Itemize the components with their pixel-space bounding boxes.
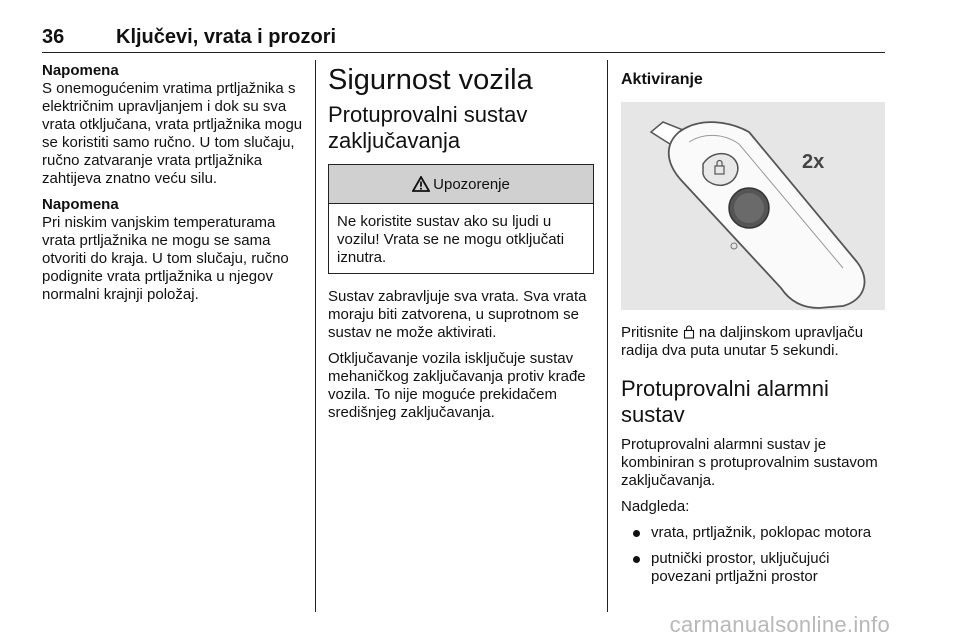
lock-icon [683, 325, 695, 339]
column-left [42, 62, 304, 312]
paragraph: Sustav zabravljuje sva vrata. Sva vrata moraju biti zatvorena, u suprotnom se sustav ne može aktivirati. [328, 288, 587, 341]
subsection-heading: Aktiviranje [621, 71, 703, 88]
column-right [621, 64, 889, 594]
section-heading: Sigurnost vozila [328, 64, 533, 96]
warning-title: Upozorenje [433, 175, 510, 193]
note-title: Napomena [42, 196, 119, 213]
bullet-icon [633, 556, 640, 563]
monitor-list [621, 524, 889, 586]
column-divider [315, 60, 316, 612]
paragraph: Protuprovalni alarmni sustav je kombiniran s protuprovalnim sustavom zaključavanja. [621, 436, 878, 489]
instruction-part: Pritisnite [621, 324, 683, 341]
monitor-label: Nadgleda: [621, 498, 690, 515]
instruction-part: na daljinskom upravljaču radija dva puta unutar 5 sekundi. [621, 324, 864, 359]
watermark: carmanualsonline.info [669, 612, 890, 637]
paragraph: Otključavanje vozila isključuje sustav mehaničkog zaključavanja protiv krađe vozila. To nije moguće prekidačem središnjeg zaključavanja. [328, 350, 586, 421]
warning-icon [412, 176, 430, 192]
page-number: 36 [42, 26, 65, 48]
warning-header [329, 165, 593, 204]
subsection-heading: Protuprovalni sustav zaključavanja [328, 102, 528, 153]
list-item [621, 550, 889, 586]
instruction-text [621, 324, 889, 360]
chapter-title: Ključevi, vrata i prozori [116, 26, 337, 48]
page-header [42, 26, 885, 53]
press-count-label: 2x [802, 151, 825, 173]
bullet-icon [633, 530, 640, 537]
list-item [621, 524, 889, 542]
list-item-text: vrata, prtljažnik, poklopac motora [651, 524, 872, 541]
list-item-text: putnički prostor, uključujući povezani prtljažni prostor [651, 550, 830, 585]
note-title: Napomena [42, 62, 119, 79]
warning-text: Ne koristite sustav ako su ljudi u vozilu! Vrata se ne mogu otključati iznutra. [337, 213, 565, 266]
key-fob-illustration [621, 102, 885, 310]
note-text: S onemogućenim vratima prtljažnika s električnim upravljanjem i dok su sva vrata otključana, vrata prtljažnika mogu se koristiti samo ručno. U tom slučaju, ručno zatvaranje vrata prtljažnika zahtijeva znatno veću silu. [42, 80, 303, 187]
note-text: Pri niskim vanjskim temperaturama vrata prtljažnika ne mogu se sama otvoriti do kraja. U tom slučaju, ručno podignite vrata prtljažnika u njegov normalni krajnji položaj. [42, 214, 289, 303]
warning-box [328, 164, 594, 274]
column-divider [607, 60, 608, 612]
subsection-heading: Protuprovalni alarmni sustav [621, 376, 829, 427]
column-middle [328, 64, 594, 430]
key-fob-icon [621, 102, 885, 310]
